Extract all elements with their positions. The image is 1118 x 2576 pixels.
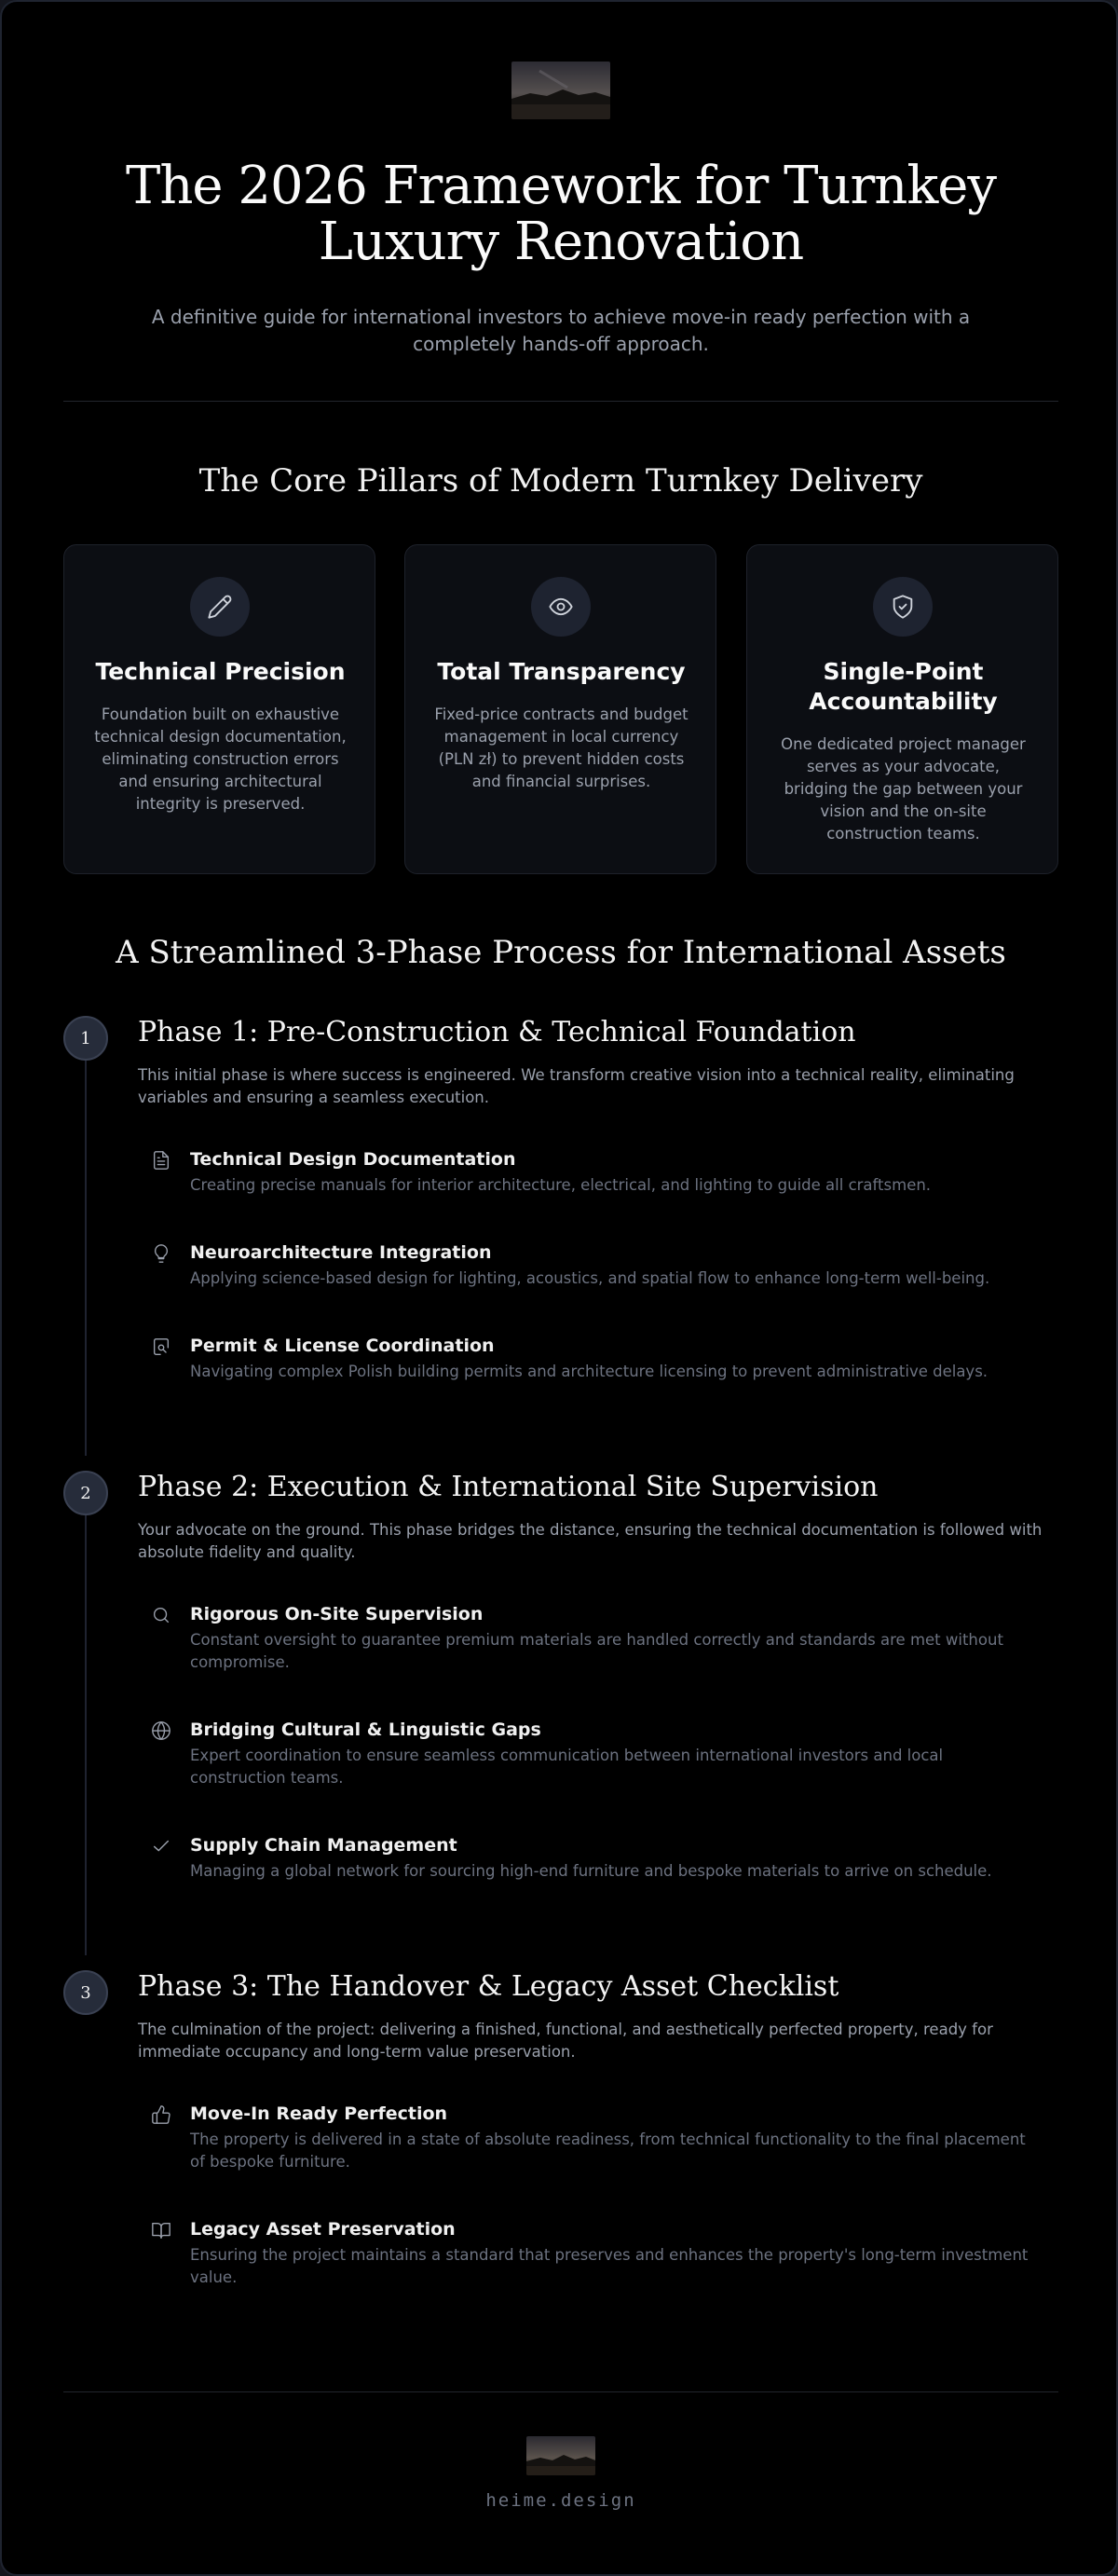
brand-logo-image xyxy=(511,62,610,119)
footer-divider xyxy=(63,2391,1058,2392)
item-title: Permit & License Coordination xyxy=(190,1336,495,1356)
item-text: Constant oversight to guarantee premium materials are handled correctly and standards are met without compromise. xyxy=(190,1631,1003,1671)
item-title: Move-In Ready Perfection xyxy=(190,2103,448,2124)
search-icon xyxy=(151,1605,171,1625)
item-title: Legacy Asset Preservation xyxy=(190,2219,456,2240)
pillar-card-technical-precision xyxy=(63,544,375,874)
pillar-title: Single-Point Accountability xyxy=(809,658,998,715)
header-divider xyxy=(63,401,1058,402)
pillar-card-single-point-accountability xyxy=(746,544,1058,874)
phase-title: Phase 3: The Handover & Legacy Asset Checklist xyxy=(138,1970,839,2003)
item-text: Applying science-based design for lighting, acoustics, and spatial flow to enhance long-term well-being. xyxy=(190,1269,990,1287)
item-text: Managing a global network for sourcing high-end furniture and bespoke materials to arrive on schedule. xyxy=(190,1862,992,1880)
book-open-icon xyxy=(151,2220,171,2240)
item-text: The property is delivered in a state of absolute readiness, from technical functionality to the final placement of bespoke furniture. xyxy=(190,2131,1026,2171)
document-icon xyxy=(151,1150,171,1171)
pillar-text: Fixed-price contracts and budget management in local currency (PLN zł) to prevent hidden costs and financial surprises. xyxy=(434,706,689,790)
lightbulb-icon xyxy=(151,1243,171,1264)
phase-description: Your advocate on the ground. This phase bridges the distance, ensuring the technical documentation is followed with absolute fidelity and quality. xyxy=(138,1521,1043,1561)
item-title: Neuroarchitecture Integration xyxy=(190,1242,492,1263)
phase-description: This initial phase is where success is engineered. We transform creative vision into a technical reality, eliminating variables and ensuring a seamless execution. xyxy=(138,1066,1015,1106)
timeline-connector xyxy=(85,1061,87,1456)
footer-brand-link[interactable]: heime.design xyxy=(485,2490,636,2511)
shield-check-icon xyxy=(873,577,933,637)
item-text: Ensuring the project maintains a standard that preserves and enhances the property's long-term investment value. xyxy=(190,2246,1029,2286)
pillar-text: One dedicated project manager serves as your advocate, bridging the gap between your vision and the on-site construction teams. xyxy=(781,735,1026,843)
thumbs-up-icon xyxy=(151,2104,171,2125)
eye-icon xyxy=(531,577,591,637)
page-title: The 2026 Framework for Turnkey Luxury Renovation xyxy=(125,156,997,272)
item-text: Expert coordination to ensure seamless communication between international investors and local construction teams. xyxy=(190,1747,944,1787)
item-title: Bridging Cultural & Linguistic Gaps xyxy=(190,1720,541,1740)
pillar-card-total-transparency xyxy=(404,544,716,874)
phase-number-badge: 2 xyxy=(63,1471,108,1515)
item-title: Supply Chain Management xyxy=(190,1835,457,1856)
pillar-title: Total Transparency xyxy=(437,658,686,685)
file-search-icon xyxy=(151,1336,171,1357)
phase-title: Phase 2: Execution & International Site Supervision xyxy=(138,1471,879,1503)
pencil-icon xyxy=(190,577,250,637)
page-subtitle: A definitive guide for international investors to achieve move-in ready perfection with a completely hands-off approach. xyxy=(151,306,971,355)
phase-title: Phase 1: Pre-Construction & Technical Foundation xyxy=(138,1016,856,1048)
item-text: Navigating complex Polish building permits and architecture licensing to prevent administrative delays. xyxy=(190,1363,988,1380)
item-title: Rigorous On-Site Supervision xyxy=(190,1604,484,1624)
phase-number-badge: 3 xyxy=(63,1970,108,2015)
pillar-title: Technical Precision xyxy=(95,658,346,685)
pillar-text: Foundation built on exhaustive technical design documentation, eliminating construction errors and ensuring architectural integrity is preserved. xyxy=(94,706,347,813)
check-icon xyxy=(151,1836,171,1857)
item-text: Creating precise manuals for interior architecture, electrical, and lighting to guide all craftsmen. xyxy=(190,1176,932,1194)
timeline-connector xyxy=(85,1515,87,1955)
globe-icon xyxy=(151,1720,171,1741)
footer-logo-image xyxy=(526,2436,595,2475)
phase-description: The culmination of the project: delivering a finished, functional, and aesthetically perfected property, ready for immediate occupancy and long-term value preservation. xyxy=(138,2021,993,2061)
item-title: Technical Design Documentation xyxy=(190,1149,516,1170)
process-heading: A Streamlined 3-Phase Process for International Assets xyxy=(116,934,1006,971)
pillars-heading: The Core Pillars of Modern Turnkey Delivery xyxy=(198,462,923,500)
phase-number-badge: 1 xyxy=(63,1016,108,1061)
